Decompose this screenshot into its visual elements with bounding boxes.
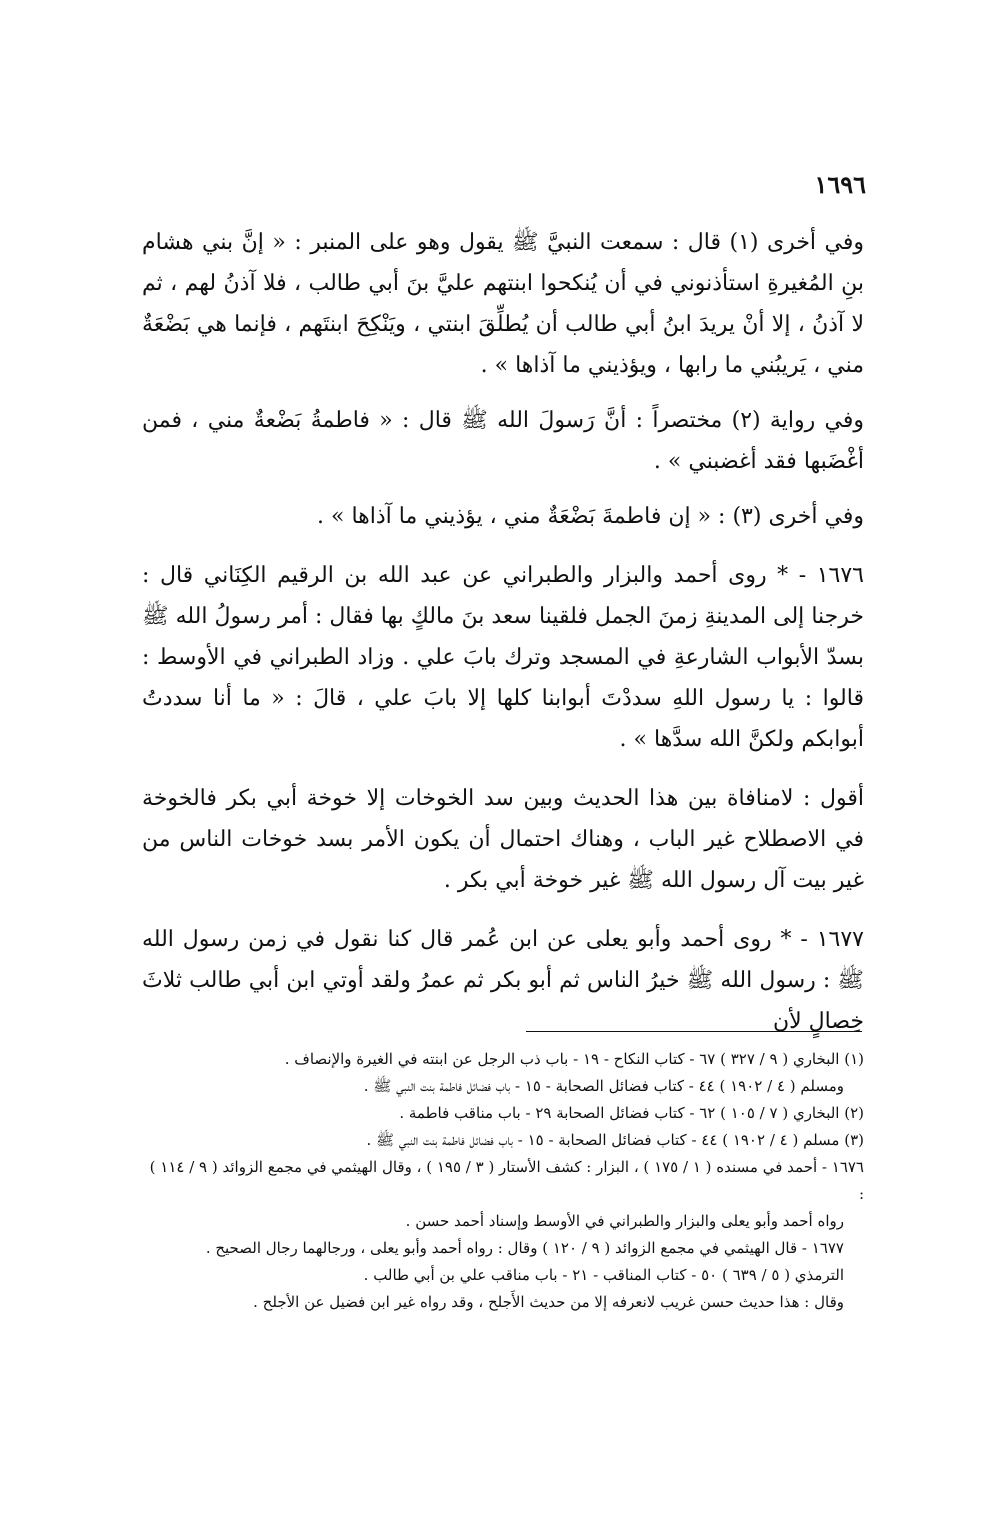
footnote-1677-tirmidhi: الترمذي ( ٥ / ٦٣٩ ) ٥٠ - كتاب المناقب - ٢١ - باب مناقب علي بن أبي طالب .: [363, 1266, 844, 1284]
paragraph-hadith-1676: ١٦٧٦ - * روى أحمد والبزار والطبراني عن عبد الله بن الرقيم الكِنَاني قال : خرجنا إلى المدينةِ زمنَ الجمل فلقينا سعد بنَ مالكٍ بها فقال : أمر رسولُ الله ﷺ بسدّ الأبواب الشارعةِ في المسجد وترك بابَ علي . وزاد الطبراني في الأوسط : قالوا : يا رسول اللهِ سددْتَ أبوابنا كلها إلا بابَ علي ، قالَ : « ما أنا سددتُ أبوابكم ولكنَّ الله سدَّها » .: [142, 563, 864, 752]
footnote-1676: ١٦٧٦ - أحمد في مسنده ( ١ / ١٧٥ ) ، البزار : كشف الأستار ( ٣ / ١٩٥ ) ، وقال الهيثمي في مجمع الزوائد ( ٩ / ١١٤ ) :: [149, 1158, 864, 1203]
footnote-2: (٢) البخاري ( ٧ / ١٠٥ ) ٦٢ - كتاب فضائل الصحابة ٢٩ - باب مناقب فاطمة .: [399, 1104, 864, 1122]
footnote-1677-tirmidhi-comment: وقال : هذا حديث حسن غريب لانعرفه إلا من حديث الأَجلح ، وقد رواه غير ابن فضيل عن الأجلح .: [253, 1293, 844, 1311]
main-text: [142, 222, 864, 1056]
paragraph-abridged-narration: وفي رواية (٢) مختصراً : أنَّ رَسولَ الله ﷺ قال : « فاطمةُ بَضْعةٌ مني ، فمن أغْضَبها فقد أغضبني » .: [142, 408, 864, 474]
paragraph-third-narration: وفي أخرى (٣) : « إن فاطمةَ بَضْعَةٌ مني ، يؤذيني ما آذاها » .: [317, 504, 864, 529]
footnote-1676-continuation: رواه أحمد وأبو يعلى والبزار والطبراني في الأوسط وإسناد أحمد حسن .: [405, 1212, 844, 1230]
footnotes: [140, 1046, 864, 1316]
paragraph-author-comment: أقول : لامنافاة بين هذا الحديث وبين سد الخوخات إلا خوخة أبي بكر فالخوخة في الاصطلاح غير الباب ، وهناك احتمال أن يكون الأمر بسد خوخات الناس من غير بيت آل رسول الله ﷺ غير خوخة أبي بكر .: [142, 786, 864, 893]
footnote-1: (١) البخاري ( ٩ / ٣٢٧ ) ٦٧ - كتاب النكاح - ١٩ - باب ذب الرجل عن ابنته في الغيرة والإنصاف .: [284, 1050, 864, 1068]
footnote-3: (٣) مسلم ( ٤ / ١٩٠٢ ) ٤٤ - كتاب فضائل الصحابة - ١٥ - باب فضائل فاطمة بنت النبي ﷺ .: [366, 1131, 864, 1149]
page-number: ١٦٩٦: [814, 170, 866, 199]
paragraph-hadith-1677: ١٦٧٧ - * روى أحمد وأبو يعلى عن ابن عُمر قال كنا نقول في زمن رسول الله ﷺ : رسول الله ﷺ خيرُ الناس ثم أبو بكر ثم عمرُ ولقد أوتي ابن أبي طالب ثلاثَ خِصالٍ لأن: [142, 927, 864, 1034]
footnote-divider: [526, 1031, 862, 1032]
paragraph-another-narration: وفي أخرى (١) قال : سمعت النبيَّ ﷺ يقول وهو على المنبر : « إنَّ بني هشام بنِ المُغيرةِ استأذنوني في أن يُنكحوا ابنتهم عليَّ بنَ أبي طالب ، فلا آذنُ لهم ، ثم لا آذنُ ، إلا أنْ يريدَ ابنُ أبي طالب أن يُطلِّقَ ابنتي ، ويَنْكِحَ ابنتَهم ، فإنما هي بَضْعَةٌ مني ، يَريبُني ما رابها ، ويؤذيني ما آذاها » .: [142, 230, 864, 378]
footnote-1-continuation: ومسلم ( ٤ / ١٩٠٢ ) ٤٤ - كتاب فضائل الصحابة - ١٥ - باب فضائل فاطمة بنت النبي ﷺ .: [363, 1077, 844, 1095]
footnote-1677: ١٦٧٧ - قال الهيثمي في مجمع الزوائد ( ٩ / ١٢٠ ) وقال : رواه أحمد وأبو يعلى ، ورجالهما رجال الصحيح .: [205, 1239, 844, 1257]
